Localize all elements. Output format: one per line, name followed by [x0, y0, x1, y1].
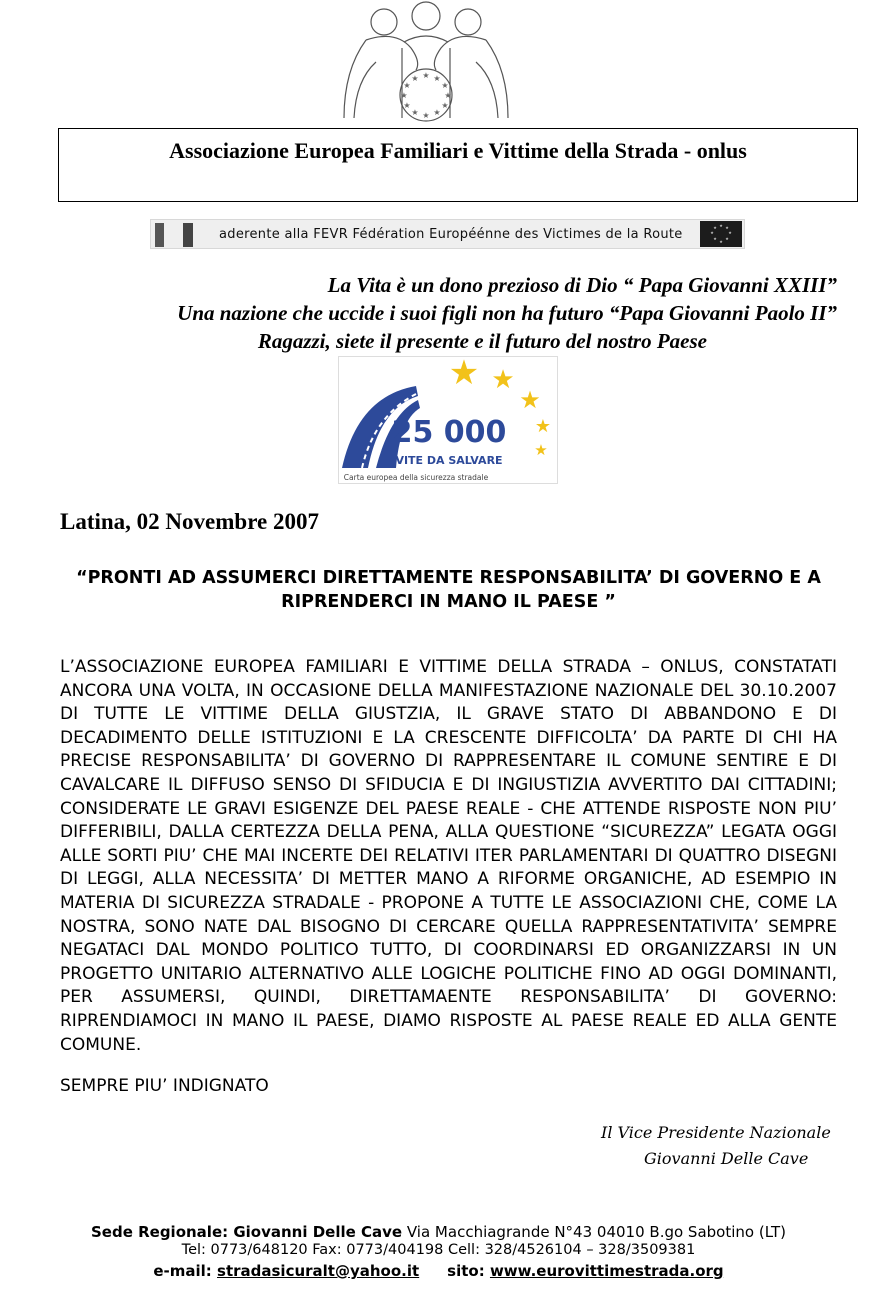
footer-phones: Tel: 0773/648120 Fax: 0773/404198 Cell: 328/4526104 – 328/3509381 — [181, 1242, 696, 1258]
svg-text:★: ★ — [441, 101, 449, 110]
svg-text:★: ★ — [403, 81, 411, 90]
signature-name: Giovanni Delle Cave — [644, 1149, 809, 1168]
eu-flag-icon — [700, 221, 742, 247]
svg-text:★: ★ — [433, 108, 441, 117]
quote-ragazzi: Ragazzi, siete il presente e il futuro del nostro Paese — [257, 329, 707, 353]
svg-text:★: ★ — [411, 108, 419, 117]
organization-name: Associazione Europea Familiari e Vittime della Strada - onlus — [169, 138, 747, 163]
campaign-number: 25 000 — [391, 415, 507, 450]
campaign-caption: Carta europea della sicurezza stradale — [343, 473, 489, 482]
svg-text:★: ★ — [534, 416, 552, 437]
date-line: Latina, 02 Novembre 2007 — [60, 509, 319, 534]
footer-site-label: sito: — [447, 1262, 490, 1280]
svg-text:★: ★ — [422, 111, 430, 120]
svg-text:★: ★ — [719, 239, 723, 244]
footer-address: Via Macchiagrande N°43 04010 B.go Sabotino (LT) — [402, 1223, 786, 1241]
fevr-membership-banner — [150, 219, 745, 249]
svg-text:★: ★ — [400, 91, 408, 100]
svg-text:★: ★ — [725, 236, 729, 241]
svg-text:★: ★ — [491, 365, 515, 395]
fevr-banner-text: aderente alla FEVR Fédération Européénne des Victimes de la Route — [219, 227, 683, 242]
svg-text:★: ★ — [403, 101, 411, 110]
footer-contacts-line — [0, 1262, 877, 1280]
svg-text:★: ★ — [719, 223, 723, 228]
svg-text:★: ★ — [713, 225, 717, 230]
press-headline: “PRONTI AD ASSUMERCI DIRETTAMENTE RESPONSABILITA’ DI GOVERNO E A RIPRENDERCI IN MANO IL PAESE ” — [76, 568, 821, 612]
svg-text:★: ★ — [441, 81, 449, 90]
association-logo — [336, 0, 516, 128]
svg-text:★: ★ — [519, 386, 541, 414]
quote-papa-giovanni-paolo-ii: Una nazione che uccide i suoi figli non ha futuro “Papa Giovanni Paolo II” — [177, 301, 837, 325]
campaign-logo-25000 — [338, 356, 558, 484]
svg-text:★: ★ — [713, 236, 717, 241]
svg-text:★: ★ — [728, 230, 732, 235]
quote-papa-giovanni-xxiii: La Vita è un dono prezioso di Dio “ Papa Giovanni XXIII” — [327, 273, 837, 297]
footer-email-link[interactable]: stradasicuralt@yahoo.it — [217, 1262, 420, 1280]
banner-bar-left — [155, 223, 164, 247]
banner-bar-right — [183, 223, 193, 247]
footer-address-line — [0, 1223, 877, 1241]
campaign-tagline: VITE DA SALVARE — [395, 454, 503, 467]
closing-line: SEMPRE PIU’ INDIGNATO — [60, 1076, 269, 1096]
svg-text:★: ★ — [710, 230, 714, 235]
signature-title: Il Vice Presidente Nazionale — [601, 1123, 831, 1142]
svg-text:★: ★ — [411, 74, 419, 83]
svg-text:★: ★ — [444, 91, 452, 100]
footer-site-link[interactable]: www.eurovittimestrada.org — [489, 1262, 724, 1280]
svg-text:★: ★ — [433, 74, 441, 83]
footer-email-label: e-mail: — [153, 1262, 218, 1280]
svg-text:★: ★ — [448, 356, 480, 393]
body-paragraph: L’ASSOCIAZIONE EUROPEA FAMILIARI E VITTIME DELLA STRADA – ONLUS, CONSTATATI ANCORA UNA VOLTA, IN OCCASIONE DELLA MANIFESTAZIONE NAZIONALE DEL 30.10.2007 DI TUTTE LE VITTIME DELLA GIUSTZIA, IL GRAVE STATO DI ABBANDONO E DI DECADIMENTO DELLE ISTITUZIONI E LA CRESCENTE DIFFICOLTA’ DA PARTE DI CHI HA PRECISE RESPONSABILITA’ DI GOVERNO DI RAPPRESENTARE IL COMUNE SENTIRE E DI CAVALCARE IL DIFFUSO SENSO DI SFIDUCIA E DI INGIUSTIZIA AVVERTITO DAI CITTADINI; CONSIDERATE LE GRAVI ESIGENZE DEL PAESE REALE - CHE ATTENDE RISPOSTE NON PIU’ DIFFERIBILI, DALLA CERTEZZA DELLA PENA, ALLA QUESTIONE “SICUREZZA” LEGATA OGGI ALLE SORTI PIU’ CHE MAI INCERTE DEI RELATIVI ITER PARLAMENTARI DI QUATTRO DISEGNI DI LEGGI, ALLA NECESSITA’ DI METTER MANO A RIFORME ORGANICHE, AD ESEMPIO IN MATERIA DI SICUREZZA STRADALE - PROPONE A TUTTE LE ASSOCIAZIONI CHE, COME LA NOSTRA, SONO NATE DAL BISOGNO DI CERCARE QUELLA RAPPRESENTATIVITA’ SEMPRE NEGATACI DAL MONDO POLITICO TUTTO, DI COORDINARSI ED ORGANIZZARSI IN UN PROGETTO UNITARIO ALTERNATIVO ALLE LOGICHE POLITICHE FINO AD OGGI DOMINANTI, PER ASSUMERSI, QUINDI, DIRETTAMAENTE RESPONSABILITA’ DI GOVERNO: RIPRENDIAMOCI IN MANO IL PAESE, DIAMO RISPOSTE AL PAESE REALE ED ALLA GENTE COMUNE. — [60, 657, 837, 1055]
svg-text:★: ★ — [534, 441, 548, 459]
svg-text:★: ★ — [422, 71, 430, 80]
svg-text:★: ★ — [725, 225, 729, 230]
footer-sede-label: Sede Regionale: Giovanni Delle Cave — [90, 1223, 403, 1241]
